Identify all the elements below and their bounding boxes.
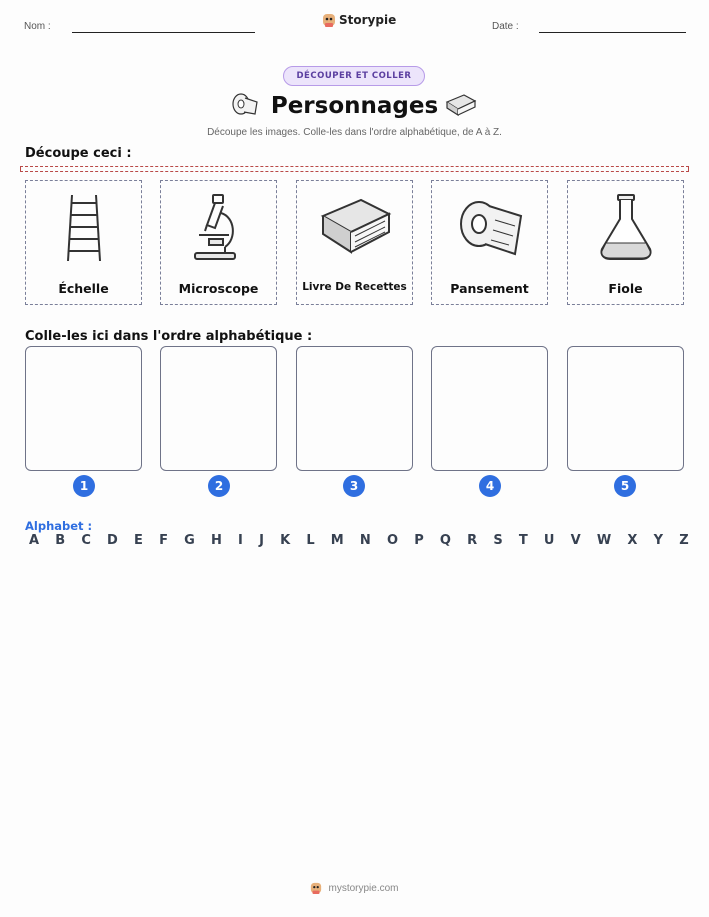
alphabet-letter: C xyxy=(81,533,91,548)
slot-number: 5 xyxy=(614,475,636,497)
bandage-roll-icon xyxy=(455,194,525,260)
brand-name: Storypie xyxy=(339,13,397,27)
paste-slot-5[interactable] xyxy=(567,346,684,471)
slot-number: 3 xyxy=(343,475,365,497)
paste-heading: Colle-les ici dans l'ordre alphabétique : xyxy=(25,329,313,344)
flask-icon xyxy=(596,191,656,263)
storypie-mascot-icon xyxy=(310,881,322,895)
alphabet-letter: G xyxy=(184,533,195,548)
alphabet-letter: H xyxy=(210,533,222,548)
footer xyxy=(0,881,709,895)
alphabet-letter: Q xyxy=(439,533,451,548)
alphabet-letter: Y xyxy=(653,533,664,548)
instructions: Découpe les images. Colle-les dans l'ordre alphabétique, de A à Z. xyxy=(207,127,502,138)
alphabet-label: Alphabet : xyxy=(25,519,93,533)
alphabet-letter: X xyxy=(627,533,638,548)
alphabet-letter: L xyxy=(306,533,315,548)
alphabet-letter: O xyxy=(386,533,399,548)
alphabet-letter: D xyxy=(107,533,118,548)
brand-logo xyxy=(322,12,396,28)
slot-number: 2 xyxy=(208,475,230,497)
cut-card-book[interactable] xyxy=(296,180,413,305)
cut-line xyxy=(20,166,689,172)
slot-number: 4 xyxy=(479,475,501,497)
page-title: Personnages xyxy=(270,93,439,119)
cut-card-flask[interactable] xyxy=(567,180,684,305)
paste-slot-2[interactable] xyxy=(160,346,277,471)
activity-badge: DÉCOUPER ET COLLER xyxy=(283,66,425,86)
card-label: Microscope xyxy=(178,281,259,296)
alphabet-letter: J xyxy=(259,533,264,548)
cut-heading: Découpe ceci : xyxy=(25,146,132,161)
cut-card-bandage[interactable] xyxy=(431,180,548,305)
footer-site: mystorypie.com xyxy=(328,882,399,894)
microscope-icon xyxy=(189,191,249,263)
alphabet-letter: S xyxy=(493,533,503,548)
name-label: Nom : xyxy=(24,21,51,32)
book-icon xyxy=(317,194,393,260)
alphabet-letter: N xyxy=(359,533,371,548)
date-label: Date : xyxy=(492,21,519,32)
storypie-mascot-icon xyxy=(322,12,336,28)
alphabet-letter: E xyxy=(134,533,143,548)
alphabet-letter: I xyxy=(238,533,243,548)
alphabet-letter: U xyxy=(543,533,555,548)
book-icon xyxy=(444,92,478,118)
alphabet-letter: F xyxy=(159,533,168,548)
alphabet-letter: P xyxy=(414,533,424,548)
paste-slot-3[interactable] xyxy=(296,346,413,471)
alphabet-letter: K xyxy=(280,533,291,548)
card-label: Livre De Recettes xyxy=(302,281,407,293)
alphabet-row xyxy=(29,533,689,548)
paste-slot-1[interactable] xyxy=(25,346,142,471)
card-label: Pansement xyxy=(450,281,529,296)
alphabet-letter: M xyxy=(330,533,344,548)
name-line[interactable] xyxy=(72,32,255,33)
slot-number: 1 xyxy=(73,475,95,497)
alphabet-letter: V xyxy=(570,533,581,548)
alphabet-letter: B xyxy=(55,533,66,548)
cut-card-ladder[interactable] xyxy=(25,180,142,305)
paste-slot-4[interactable] xyxy=(431,346,548,471)
card-label: Fiole xyxy=(608,281,643,296)
alphabet-letter: R xyxy=(467,533,478,548)
ladder-icon xyxy=(54,191,114,263)
alphabet-letter: A xyxy=(29,533,40,548)
date-line[interactable] xyxy=(539,32,686,33)
cut-card-microscope[interactable] xyxy=(160,180,277,305)
alphabet-letter: W xyxy=(596,533,612,548)
alphabet-letter: T xyxy=(518,533,528,548)
alphabet-letter: Z xyxy=(679,533,689,548)
card-label: Échelle xyxy=(58,281,109,296)
